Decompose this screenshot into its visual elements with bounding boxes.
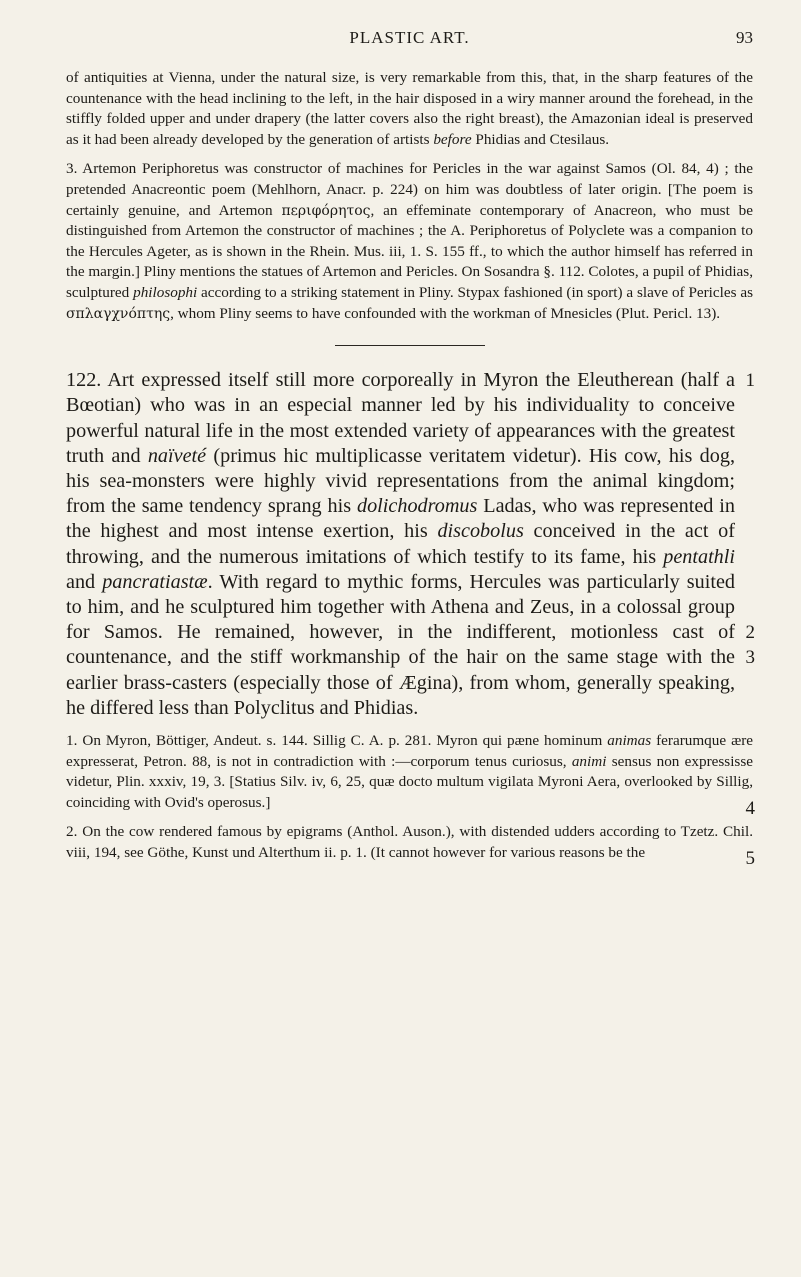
greek-text: περιφόρητος bbox=[281, 202, 371, 219]
text-run: and bbox=[66, 570, 103, 593]
running-head bbox=[66, 28, 753, 58]
italic-text: philosophi bbox=[133, 283, 198, 301]
footnote bbox=[66, 822, 753, 863]
text-run: of antiquities at Vienna, under the natural size, is very remarkable from this, that, in the sharp features of the countenance with the head inclining to the left, in the hair disposed in a wiry manner around the forehead, in the stiffly folded upper and under drapery (the latter covers also the right breast), the Amazonian ideal is preserved as it had been already developed by the generation of artists bbox=[66, 69, 753, 148]
text-run: ferarumque ære expresserat, Petron. 88, is not in contradiction with :—corporum tenus curiosus, bbox=[66, 731, 754, 770]
italic-text: pancratiastæ bbox=[102, 570, 208, 593]
italic-text: pentathli bbox=[663, 545, 735, 568]
footnote bbox=[66, 731, 753, 813]
upper-notes bbox=[66, 68, 753, 324]
greek-text: σπλαγχνόπτης bbox=[66, 305, 171, 322]
note-paragraph bbox=[66, 159, 753, 324]
note-paragraph bbox=[66, 68, 753, 150]
footnotes bbox=[66, 731, 753, 864]
margin-number: 4 bbox=[745, 798, 755, 820]
italic-text: naïveté bbox=[147, 444, 207, 467]
page-number: 93 bbox=[736, 28, 753, 47]
italic-text: discobolus bbox=[437, 520, 524, 543]
page-title: PLASTIC ART. bbox=[349, 28, 470, 47]
text-run: conceived in the act of throwing, and the numerous imitations of which testify to its fame, his bbox=[66, 520, 735, 568]
italic-text: dolichodromus bbox=[356, 495, 478, 518]
text-run: , an effeminate contemporary of Anacreon, who must be distinguished from Artemon the constructor of machines ; the A. Periphoretus of Polyclete was a companion to the Hercules Ageter, as is shown in the Rhein. Mus. iii, 1. S. 155 ff., to which the author himself has referred in the margin.] Pliny mentions the statues of Artemon and Pericles. On Sosandra §. 112. Colotes, a pupil of Phidias, sculptured bbox=[66, 201, 753, 301]
text-run: . With regard to mythic forms, Hercules was particularly suited to him, and he sculptured him together with Athena and Zeus, in a colossal group for Samos. He remained, however, in the indifferent, motionless cast of countenance, and the stiff workmanship of the hair on the same stage with the earlier brass-casters (especially those of Ægina), from whom, generally speaking, he differed less than Polyclitus and Phidias. bbox=[66, 570, 735, 719]
text-run: 3. Artemon Periphoretus was constructor of machines for Pericles in the war against Samos (Ol. 84, 4) ; the pretended Anacreontic poem (Mehlhorn, Anacr. p. 224) on him was doubtless of later origin. [The poem is certainly genuine, and Artemon bbox=[66, 160, 753, 219]
text-run: 1. On Myron, Böttiger, Andeut. s. 144. Sillig C. A. p. 281. Myron qui pæne hominum bbox=[66, 731, 608, 749]
text-run: 2. On the cow rendered famous by epigrams (Anthol. Auson.), with distended udders according to Tzetz. Chil. viii, 194, see Göthe, Kunst und Alterthum ii. p. 1. (It cannot however for various reasons be the bbox=[66, 823, 753, 861]
italic-text: animi bbox=[571, 752, 607, 770]
text-run: , whom Pliny seems to have confounded with the workman of Mnesicles (Plut. Pericl. 13). bbox=[170, 304, 721, 322]
text-run: Ladas, who was represented in the highest and most intense exertion, his bbox=[66, 495, 735, 543]
text-run: (primus hic multiplicasse veritatem videtur). His cow, his dog, his sea-monsters were highly vivid representations from the animal kingdom; from the same tendency sprang his bbox=[66, 444, 735, 518]
italic-text: before bbox=[433, 130, 472, 148]
margin-number: 3 bbox=[745, 647, 755, 669]
text-run: Phidias and Ctesilaus. bbox=[471, 130, 610, 148]
text-run: according to a striking statement in Pliny. Stypax fashioned (in sport) a slave of Pericles as bbox=[197, 283, 753, 301]
margin-number: 5 bbox=[745, 848, 755, 870]
text-run: sensus non expressisse videtur, Plin. xxxiv, 19, 3. [Statius Silv. iv, 6, 25, quæ docto multum vigilata Myroni Aera, overlooked by Sillig, coinciding with Ovid's operosus.] bbox=[66, 752, 753, 811]
italic-text: animas bbox=[607, 731, 652, 749]
text-run: 122. Art expressed itself still more corporeally in Myron the Eleutherean (half a Bœotian) who was in an especial manner led by his individuality to conceive powerful natural life in the most extended variety of appearances with the greatest truth and bbox=[66, 369, 735, 467]
margin-number: 2 bbox=[745, 622, 755, 644]
section-divider bbox=[335, 345, 485, 346]
main-paragraph bbox=[66, 368, 735, 721]
margin-number: 1 bbox=[745, 370, 755, 392]
